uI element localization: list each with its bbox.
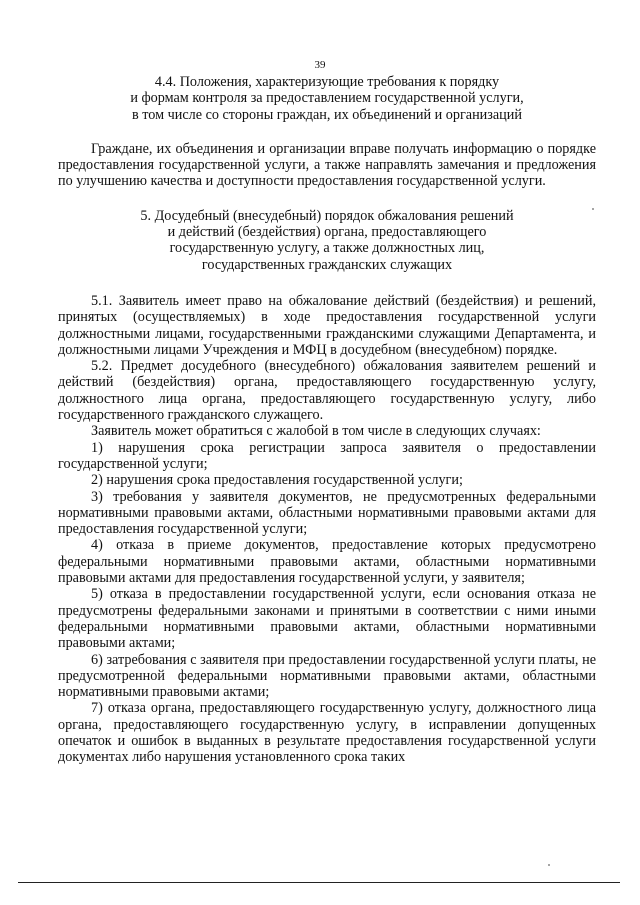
page-bottom-rule — [18, 882, 620, 883]
complaint-case-7: 7) отказа органа, предоставляющего государственную услугу, должностного лица органа, предоставляющего государственную услугу, в исправлении допущенных опечаток и ошибок в выданных в результате предоставления государственной услуги документах либо нарушения установленного срока таких — [58, 700, 596, 766]
page-number: 39 — [314, 59, 326, 71]
complaint-case-6: 6) затребования с заявителя при предоставлении государственной услуги платы, не предусмотренной федеральными нормативными правовыми актами, областными нормативными правовыми актами; — [58, 651, 596, 701]
heading-line: 5. Досудебный (внесудебный) порядок обжалования решений — [140, 207, 514, 224]
heading-line: государственных гражданских служащих — [201, 256, 453, 273]
heading-line: и формам контроля за предоставлением государственной услуги, — [130, 90, 524, 107]
heading-line: государственную услугу, а также должностных лиц, — [169, 240, 485, 257]
complaint-case-1: 1) нарушения срока регистрации запроса заявителя о предоставлении государственной услуги; — [58, 439, 596, 472]
heading-line: в том числе со стороны граждан, их объединений и организаций — [132, 106, 522, 123]
heading-line: 4.4. Положения, характеризующие требования к порядку — [154, 74, 500, 90]
complaint-case-2: 2) нарушения срока предоставления государственной услуги; — [91, 472, 463, 489]
complaint-case-4: 4) отказа в приеме документов, предоставление которых предусмотрено федеральными нормативными правовыми актами, областными нормативными правовыми актами для предоставления государственной услуги, у заявителя; — [58, 537, 596, 587]
section-5-heading — [58, 208, 596, 273]
page-content — [58, 74, 596, 766]
scan-speck — [548, 864, 550, 866]
heading-line: и действий (бездействия) органа, предоставляющего — [167, 224, 487, 241]
complaint-cases-intro: Заявитель может обратиться с жалобой в том числе в следующих случаях: — [91, 423, 541, 440]
scan-speck — [592, 208, 594, 210]
paragraph-5-1: 5.1. Заявитель имеет право на обжалование действий (бездействия) и решений, принятых (осуществляемых) в ходе предоставления государственной услуги должностными лицами, государственными гражданскими служащими Департамента, и должностными лицами Учреждения и МФЦ в досудебном (внесудебном) порядке. — [58, 292, 596, 358]
paragraph-5-2: 5.2. Предмет досудебного (внесудебного) обжалования заявителем решений и действий (бездействия) органа, предоставляющего государственную услугу, должностного лица органа, предоставляющего государственную услугу, либо государственного гражданского служащего. — [58, 358, 596, 424]
section-4-4-paragraph: Граждане, их объединения и организации вправе получать информацию о порядке предоставления государственной услуги, а также направлять замечания и предложения по улучшению качества и доступности предоставления государственной услуги. — [58, 140, 596, 190]
section-4-4-heading — [58, 74, 596, 123]
complaint-case-5: 5) отказа в предоставлении государственной услуги, если основания отказа не предусмотрены федеральными законами и принятыми в соответствии с ними иными федеральными нормативными правовыми актами, областными нормативными правовыми актами; — [58, 586, 596, 652]
complaint-case-3: 3) требования у заявителя документов, не предусмотренных федеральными нормативными правовыми актами, областными нормативными правовыми актами для предоставления государственной услуги; — [58, 488, 596, 538]
